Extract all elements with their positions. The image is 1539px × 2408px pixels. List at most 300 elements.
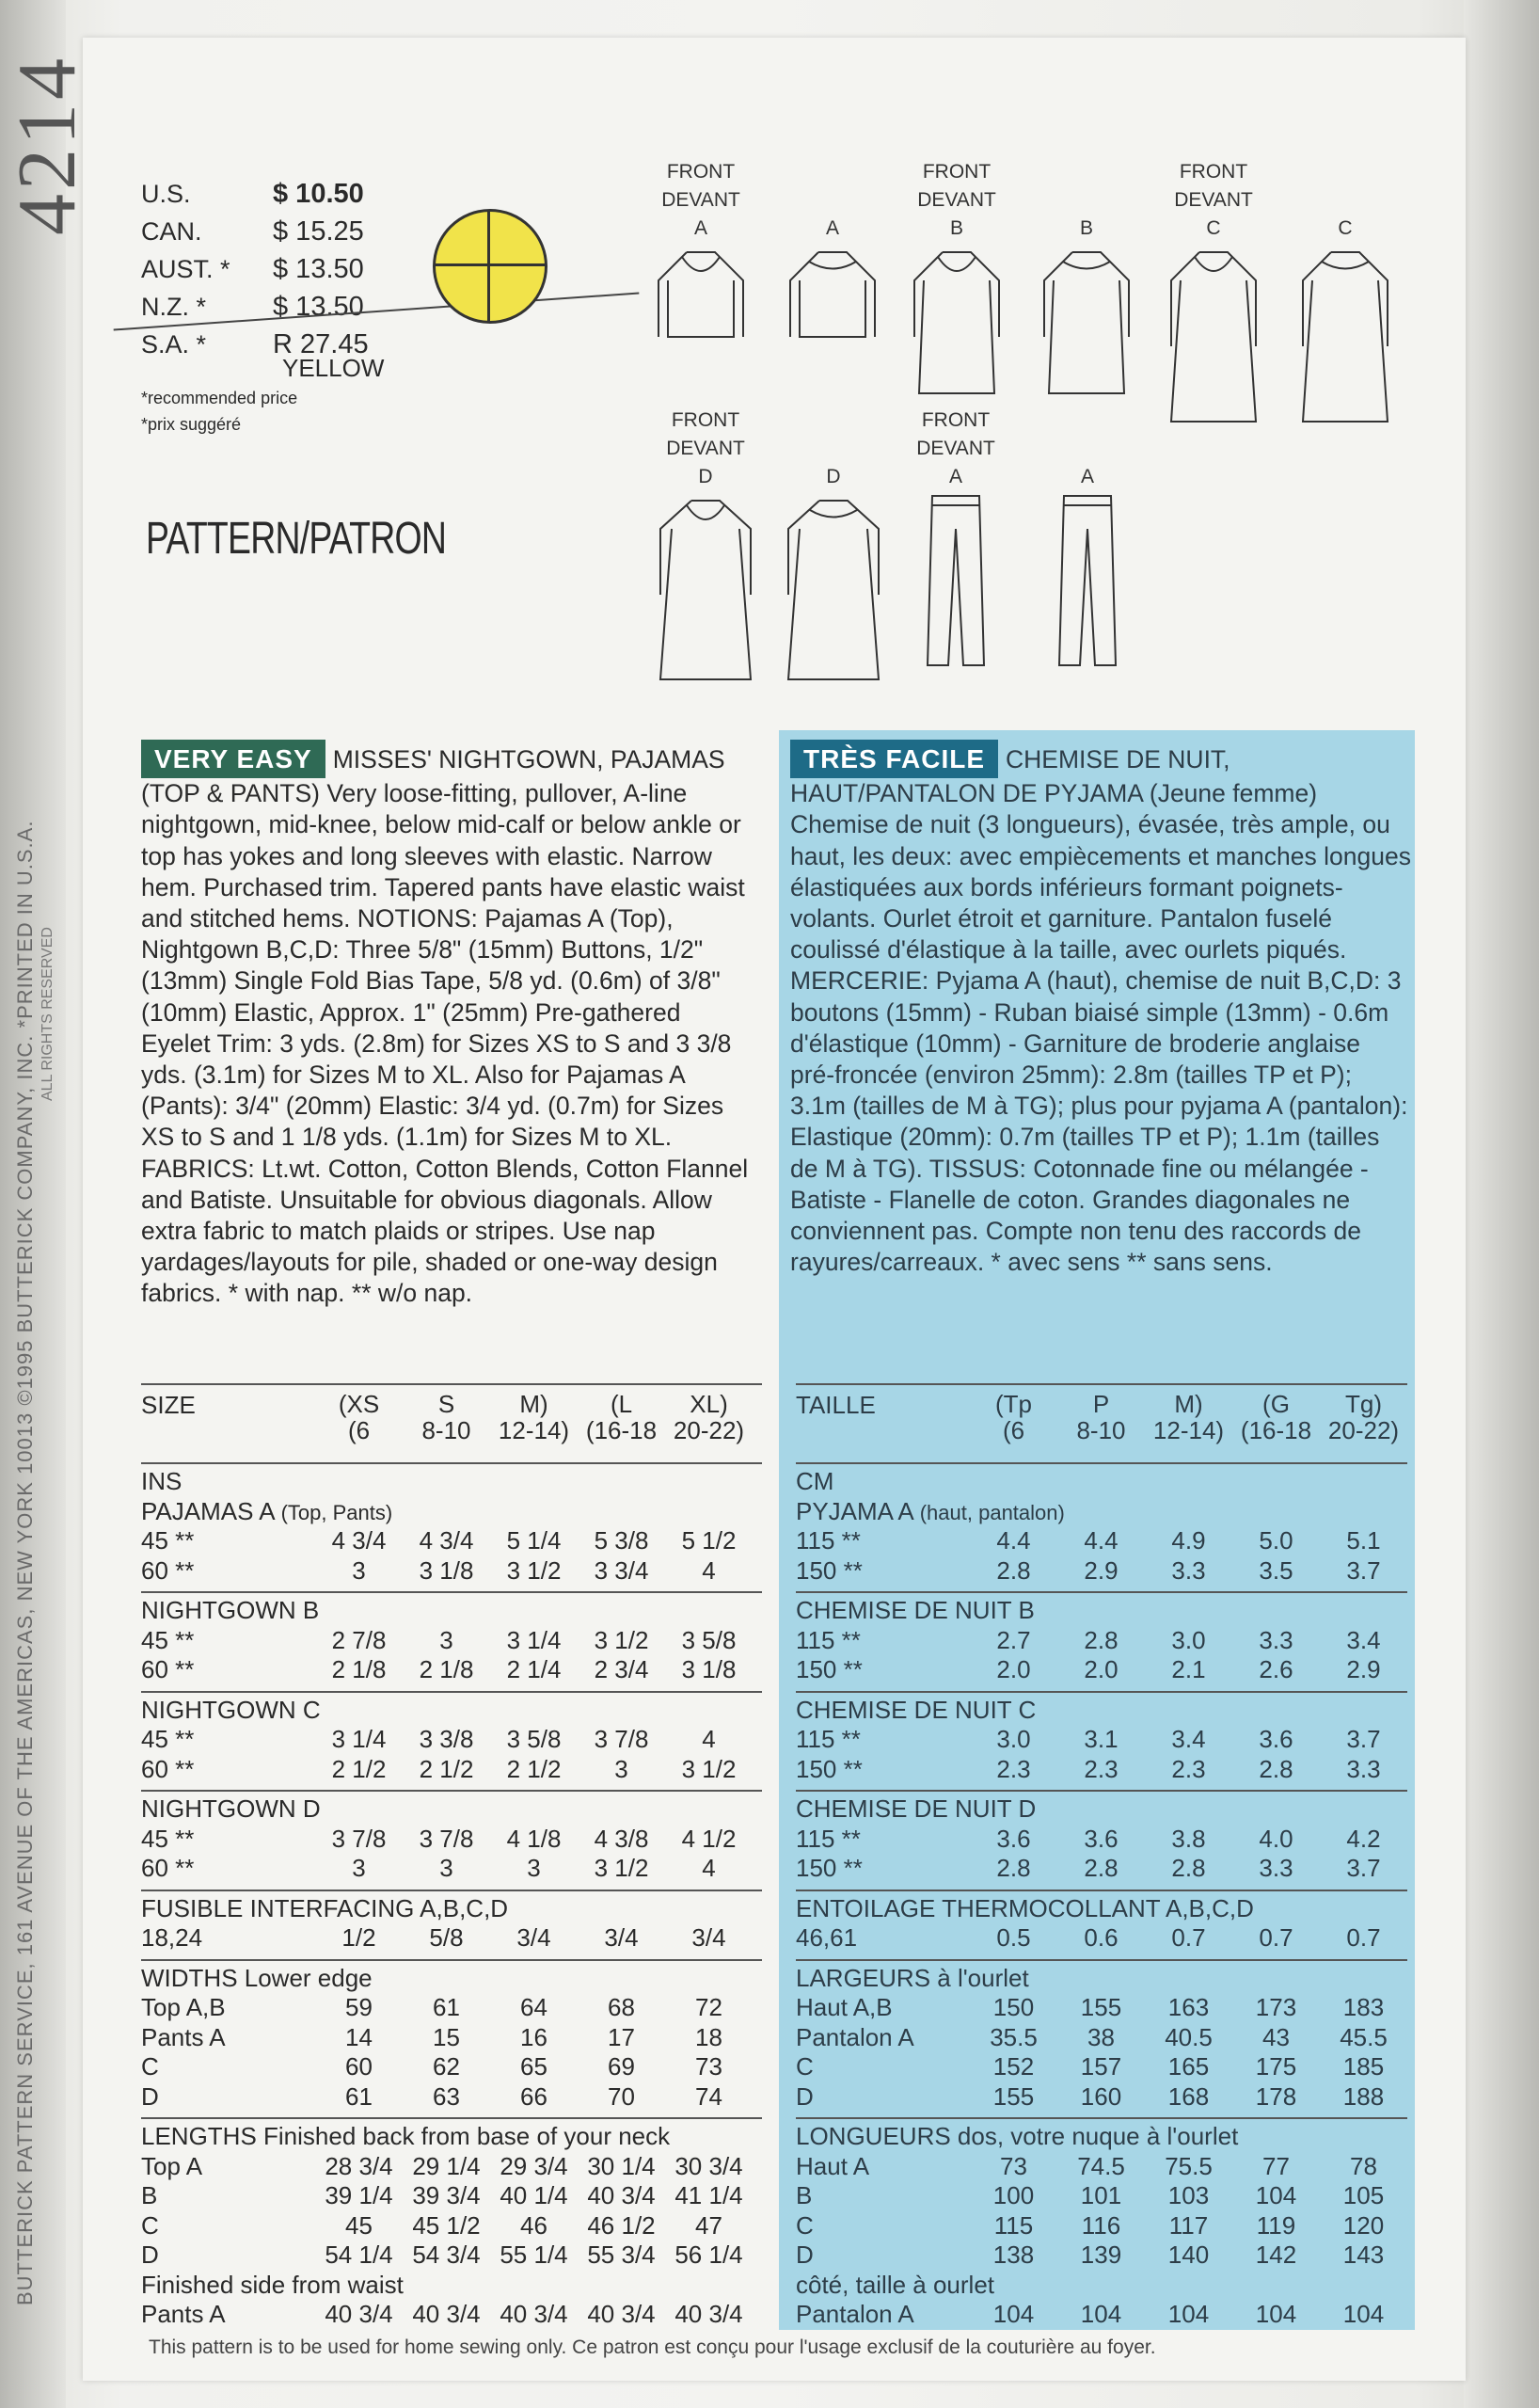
value-cell: 104 [992, 2300, 1035, 2329]
row-label: 60 ** [141, 1655, 195, 1684]
value-cell: 0.7 [1171, 1923, 1206, 1953]
section-title [141, 1894, 762, 1923]
row-label: Pants A [141, 2022, 226, 2051]
section-name: LONGUEURS dos, votre nuque à l'ourlet [796, 2122, 1239, 2151]
value-cell: 3 3/8 [419, 1725, 474, 1754]
value-cell: 3/4 [691, 1923, 726, 1953]
unit-label: INS [141, 1467, 182, 1496]
table-row [796, 1825, 1407, 1855]
value-cell: 40 3/4 [587, 2181, 656, 2210]
value-cell: 100 [992, 2181, 1035, 2210]
value-cell: 2 1/2 [331, 1754, 387, 1783]
price-row [141, 213, 384, 250]
value-cell: 4.4 [1084, 1526, 1119, 1555]
price-value: $ 10.50 [273, 178, 364, 209]
value-cell: 0.7 [1259, 1923, 1293, 1953]
table-row [796, 1923, 1407, 1954]
row-label: Pantalon A [796, 2300, 914, 2329]
section-title-row [141, 1790, 762, 1825]
value-cell: 2.3 [1084, 1754, 1119, 1783]
size-number: 12-14) [1152, 1416, 1225, 1444]
view-label: DEVANT [917, 189, 996, 211]
row-label: Finished side from waist [141, 2270, 404, 2299]
value-cell: 143 [1342, 2241, 1385, 2270]
table-row [796, 2181, 1407, 2211]
size-header-cell [1145, 1391, 1232, 1443]
row-label: Haut A,B [796, 1993, 893, 2022]
view-label: DEVANT [916, 438, 995, 459]
row-label: 45 ** [141, 1526, 195, 1555]
view-label: DEVANT [661, 189, 740, 211]
pants-front-icon [909, 491, 1003, 670]
value-cell: 3.7 [1346, 1725, 1381, 1754]
table-row [796, 1556, 1407, 1587]
table-row [796, 2300, 1407, 2330]
home-sewing-footer: This pattern is to be used for home sewing only. Ce patron est conçu pour l'usage exclusif de la couturière au foyer. [149, 2336, 1156, 2358]
value-cell: 29 3/4 [500, 2151, 568, 2180]
value-cell: 2 1/8 [331, 1655, 387, 1684]
section-title-row [141, 1890, 762, 1924]
table-row [141, 2211, 762, 2241]
value-cell: 4 3/4 [419, 1526, 474, 1555]
value-cell: 55 1/4 [500, 2241, 568, 2270]
row-label: D [141, 2241, 159, 2270]
value-cell: 15 [433, 2022, 460, 2051]
section-name: LENGTHS Finished back from base of your neck [141, 2122, 671, 2151]
price-country: N.Z. * [141, 292, 207, 321]
value-cell: 4 1/8 [506, 1824, 562, 1853]
view-pants-back [1040, 463, 1134, 670]
row-label: C [796, 2052, 814, 2081]
value-cell: 139 [1080, 2241, 1122, 2270]
value-cell: 3.3 [1171, 1555, 1206, 1585]
value-cell: 3.8 [1171, 1824, 1206, 1853]
value-cell: 55 3/4 [587, 2241, 656, 2270]
section-title [141, 1964, 762, 1993]
size-code: XL) [690, 1390, 728, 1418]
size-code: (Tp [995, 1390, 1032, 1418]
section-name: NIGHTGOWN B [141, 1596, 320, 1625]
value-cell: 4 [702, 1555, 716, 1585]
value-cell: 77 [1262, 2151, 1290, 2180]
value-cell: 3.4 [1171, 1725, 1206, 1754]
section-title [141, 1497, 762, 1526]
value-cell: 103 [1167, 2181, 1210, 2210]
envelope-right-edge [1464, 0, 1539, 2408]
prix-suggere-note: *prix suggéré [141, 415, 242, 434]
value-cell: 140 [1167, 2241, 1210, 2270]
value-cell: 3 [527, 1854, 541, 1883]
value-cell: 163 [1167, 1993, 1210, 2022]
value-cell: 3.6 [1084, 1824, 1119, 1853]
section-title [141, 1596, 762, 1625]
unit-row [141, 1462, 762, 1497]
row-label: Top A [141, 2151, 203, 2180]
table-row [141, 1655, 762, 1685]
table-row [796, 1993, 1407, 2023]
size-number: 20-22) [1327, 1416, 1400, 1444]
row-label: 60 ** [141, 1854, 195, 1883]
table-row [141, 1626, 762, 1656]
table-row [796, 1854, 1407, 1884]
description-french [790, 740, 1411, 1278]
row-label: B [796, 2181, 813, 2210]
row-label: 45 ** [141, 1725, 195, 1754]
section-name: PYJAMA A [796, 1496, 914, 1525]
value-cell: 3 3/4 [594, 1555, 649, 1585]
value-cell: 160 [1080, 2081, 1122, 2111]
view-label: FRONT [671, 409, 740, 431]
pajama-top-back-icon [781, 243, 884, 346]
value-cell: 2.7 [996, 1625, 1031, 1654]
row-label: 150 ** [796, 1754, 863, 1783]
row-label: 60 ** [141, 1754, 195, 1783]
section-name: CHEMISE DE NUIT D [796, 1794, 1037, 1824]
value-cell: 105 [1342, 2181, 1385, 2210]
value-cell: 183 [1342, 1993, 1385, 2022]
row-label: D [141, 2081, 159, 2111]
value-cell: 14 [345, 2022, 373, 2051]
value-cell: 185 [1342, 2052, 1385, 2081]
view-label: C [1338, 217, 1353, 239]
value-cell: 168 [1167, 2081, 1210, 2111]
value-cell: 5 1/2 [681, 1526, 737, 1555]
size-number: 20-22) [673, 1416, 745, 1444]
table-row [141, 2023, 762, 2053]
value-cell: 2.8 [1171, 1854, 1206, 1883]
value-cell: 64 [520, 1993, 547, 2022]
table-row [141, 1923, 762, 1954]
size-code: (L [610, 1390, 633, 1418]
value-cell: 2 3/4 [594, 1655, 649, 1684]
table-row [796, 1626, 1407, 1656]
value-cell: 4 3/4 [331, 1526, 387, 1555]
value-cell: 3 5/8 [681, 1625, 737, 1654]
section-title [796, 1696, 1407, 1725]
view-label: C [1206, 217, 1221, 239]
value-cell: 3 [352, 1555, 366, 1585]
value-cell: 3 1/4 [506, 1625, 562, 1654]
value-cell: 3 5/8 [506, 1725, 562, 1754]
pattern-title: PATTERN/PATRON [146, 514, 447, 564]
value-cell: 45.5 [1340, 2022, 1388, 2051]
value-cell: 61 [433, 1993, 460, 2022]
value-cell: 3 1/2 [506, 1555, 562, 1585]
value-cell: 46 1/2 [587, 2210, 656, 2240]
value-cell: 43 [1262, 2022, 1290, 2051]
size-header-cell [315, 1391, 403, 1443]
value-cell: 3.0 [996, 1725, 1031, 1754]
price-row [141, 250, 384, 288]
value-cell: 2.1 [1171, 1655, 1206, 1684]
value-cell: 117 [1168, 2210, 1209, 2240]
value-cell: 40 3/4 [587, 2300, 656, 2329]
size-number: 8-10 [421, 1416, 471, 1444]
view-label: DEVANT [1174, 189, 1253, 211]
value-cell: 62 [433, 2052, 460, 2081]
nightgown-b-front-icon [905, 243, 1008, 403]
value-cell: 150 [992, 1993, 1035, 2022]
value-cell: 3 [439, 1854, 453, 1883]
value-cell: 63 [433, 2081, 460, 2111]
nightgown-d-front-icon [649, 491, 762, 689]
value-cell: 3.3 [1346, 1754, 1381, 1783]
value-cell: 155 [1080, 1993, 1122, 2022]
price-list [141, 175, 384, 436]
size-number: (6 [347, 1416, 371, 1444]
value-cell: 59 [345, 1993, 373, 2022]
table-row [796, 1755, 1407, 1785]
value-cell: 3 [614, 1754, 628, 1783]
yardage-table-french [796, 1383, 1407, 2330]
value-cell: 101 [1080, 2181, 1122, 2210]
value-cell: 2.9 [1346, 1655, 1381, 1684]
description-text: CHEMISE DE NUIT, HAUT/PANTALON DE PYJAMA (Jeune femme) Chemise de nuit (3 longueurs), évasée, très ample, ou haut, les deux: avec empiècements et manches longues élastiquées aux bords inférieurs formant poignets-volants. Ourlet étroit et garniture. Pantalon fuselé coulissé d'élastique à la taille, avec ourlets piqués. MERCERIE: Pyjama A (haut), chemise de nuit B,C,D: 3 boutons (15mm) - Ruban biaisé simple (13mm) - 0.6m d'élastique (10mm) - Garniture de broderie anglaise pré-froncée (environ 25mm): 2.8m (tailles TP et P); 3.1m (tailles de M à TG); plus pour pyjama A (pantalon): Elastique (20mm): 0.7m (tailles TP et P); 1.1m (tailles de M à TG). TISSUS: Cotonnade fine ou mélangée - Batiste - Flanelle de coton. Grandes diagonales ne conviennent pas. Compte non tenu des raccords de rayures/carreaux. * avec sens ** sans sens. [790, 745, 1411, 1277]
table-row [796, 2271, 1407, 2301]
section-name: WIDTHS Lower edge [141, 1963, 373, 1992]
section-title-row [796, 1790, 1407, 1825]
size-header-cell [1232, 1391, 1320, 1443]
value-cell: 38 [1087, 2022, 1115, 2051]
value-cell: 2.0 [996, 1655, 1031, 1684]
table-row [141, 2241, 762, 2271]
value-cell: 173 [1255, 1993, 1297, 2022]
nightgown-c-back-icon [1293, 243, 1397, 431]
value-cell: 116 [1081, 2210, 1121, 2240]
price-country: CAN. [141, 216, 202, 246]
row-label: 60 ** [141, 1555, 195, 1585]
pants-back-icon [1040, 491, 1134, 670]
value-cell: 4 [702, 1854, 716, 1883]
view-pants-front [909, 407, 1003, 670]
price-value: $ 15.25 [273, 215, 364, 247]
section-title-row [796, 1691, 1407, 1726]
value-cell: 120 [1342, 2210, 1385, 2240]
section-subtitle: (Top, Pants) [280, 1500, 393, 1524]
value-cell: 2.3 [996, 1754, 1031, 1783]
value-cell: 65 [520, 2052, 547, 2081]
section-title [796, 1596, 1407, 1625]
table-row [141, 1755, 762, 1785]
section-name: PAJAMAS A [141, 1496, 276, 1525]
value-cell: 155 [992, 2081, 1035, 2111]
value-cell: 4.0 [1259, 1824, 1293, 1853]
price-country: S.A. * [141, 329, 207, 359]
row-label: C [141, 2210, 159, 2240]
size-code: (XS [338, 1390, 380, 1418]
view-label: A [1080, 466, 1094, 487]
size-header-cell [1320, 1391, 1407, 1443]
value-cell: 119 [1256, 2210, 1296, 2240]
value-cell: 3 1/2 [681, 1754, 737, 1783]
value-cell: 69 [608, 2052, 635, 2081]
size-header-row [141, 1383, 762, 1457]
very-easy-badge: VERY EASY [141, 740, 325, 778]
value-cell: 2.0 [1084, 1655, 1119, 1684]
view-b-front [905, 158, 1008, 403]
value-cell: 3 7/8 [419, 1824, 474, 1853]
view-label: D [826, 466, 841, 487]
value-cell: 40.5 [1165, 2022, 1213, 2051]
view-label: FRONT [921, 409, 991, 431]
row-label: 115 ** [796, 1625, 861, 1654]
size-header-cell [403, 1391, 490, 1443]
section-name: NIGHTGOWN D [141, 1794, 321, 1824]
value-cell: 104 [1255, 2181, 1297, 2210]
value-cell: 5 1/4 [506, 1526, 562, 1555]
value-cell: 2.3 [1171, 1754, 1206, 1783]
size-header-cell [578, 1391, 665, 1443]
size-code: M) [519, 1390, 548, 1418]
row-label: Haut A [796, 2151, 870, 2180]
view-label: DEVANT [666, 438, 745, 459]
price-country: AUST. * [141, 254, 230, 283]
section-title [796, 1794, 1407, 1824]
table-row [141, 1993, 762, 2023]
size-header-cell [665, 1391, 753, 1443]
value-cell: 0.5 [996, 1923, 1031, 1953]
section-name: LARGEURS à l'ourlet [796, 1963, 1029, 1992]
value-cell: 46 [520, 2210, 547, 2240]
value-cell: 3.6 [996, 1824, 1031, 1853]
value-cell: 2.8 [1084, 1625, 1119, 1654]
section-name: ENTOILAGE THERMOCOLLANT A,B,C,D [796, 1893, 1254, 1922]
value-cell: 104 [1342, 2300, 1385, 2329]
section-title [796, 1964, 1407, 1993]
table-row [141, 2181, 762, 2211]
value-cell: 4 1/2 [681, 1824, 737, 1853]
value-cell: 138 [992, 2241, 1035, 2270]
row-label: 150 ** [796, 1555, 863, 1585]
value-cell: 142 [1255, 2241, 1297, 2270]
row-label: Pants A [141, 2300, 226, 2329]
yellow-crosshair-icon [433, 209, 547, 324]
section-name: FUSIBLE INTERFACING A,B,C,D [141, 1893, 509, 1922]
price-color-yellow: YELLOW [282, 354, 385, 382]
value-cell: 40 3/4 [674, 2300, 743, 2329]
price-value: $ 13.50 [273, 253, 364, 284]
value-cell: 4 [702, 1725, 716, 1754]
yardage-table-english [141, 1383, 762, 2330]
price-country: U.S. [141, 179, 191, 208]
row-label: 46,61 [796, 1923, 858, 1953]
value-cell: 41 1/4 [674, 2181, 743, 2210]
value-cell: 2.8 [996, 1854, 1031, 1883]
size-number: 12-14) [498, 1416, 570, 1444]
value-cell: 17 [608, 2022, 635, 2051]
section-title-row [141, 1691, 762, 1726]
size-header-cell [970, 1391, 1057, 1443]
value-cell: 104 [1167, 2300, 1210, 2329]
section-title [141, 1696, 762, 1725]
table-row [141, 2271, 762, 2301]
value-cell: 74.5 [1077, 2151, 1125, 2180]
value-cell: 70 [608, 2081, 635, 2111]
value-cell: 40 3/4 [500, 2300, 568, 2329]
value-cell: 188 [1342, 2081, 1385, 2111]
row-label: 45 ** [141, 1824, 195, 1853]
section-title [796, 2122, 1407, 2151]
value-cell: 3.7 [1346, 1555, 1381, 1585]
section-name: NIGHTGOWN C [141, 1695, 321, 1724]
table-row [141, 1556, 762, 1587]
value-cell: 56 1/4 [674, 2241, 743, 2270]
table-row [796, 2052, 1407, 2082]
view-label: A [825, 217, 839, 239]
value-cell: 3.3 [1259, 1625, 1293, 1654]
value-cell: 5 3/8 [594, 1526, 649, 1555]
section-name: CHEMISE DE NUIT C [796, 1695, 1037, 1724]
row-label: côté, taille à ourlet [796, 2270, 995, 2299]
row-label: 18,24 [141, 1923, 203, 1953]
value-cell: 2.8 [1084, 1854, 1119, 1883]
nightgown-b-back-icon [1035, 243, 1138, 403]
table-row [796, 2082, 1407, 2113]
price-value: R 27.45 [273, 328, 369, 359]
size-code: S [437, 1390, 455, 1418]
value-cell: 75.5 [1165, 2151, 1213, 2180]
value-cell: 54 1/4 [325, 2241, 393, 2270]
value-cell: 3.3 [1259, 1854, 1293, 1883]
value-cell: 3/4 [604, 1923, 639, 1953]
value-cell: 4.9 [1171, 1526, 1206, 1555]
value-cell: 3 [352, 1854, 366, 1883]
value-cell: 3 1/8 [681, 1655, 737, 1684]
unit-label: CM [796, 1467, 834, 1496]
row-label: C [141, 2052, 159, 2081]
section-title [141, 2122, 762, 2151]
value-cell: 115 [993, 2210, 1034, 2240]
value-cell: 40 1/4 [500, 2181, 568, 2210]
table-row [796, 1526, 1407, 1556]
table-row [141, 2052, 762, 2082]
row-label: Pantalon A [796, 2022, 914, 2051]
tres-facile-badge: TRÈS FACILE [790, 740, 998, 778]
value-cell: 72 [695, 1993, 722, 2022]
value-cell: 66 [520, 2081, 547, 2111]
value-cell: 5.1 [1346, 1526, 1381, 1555]
value-cell: 3 7/8 [331, 1824, 387, 1853]
section-title [141, 1794, 762, 1824]
row-label: Top A,B [141, 1993, 226, 2022]
table-row [141, 1526, 762, 1556]
value-cell: 40 3/4 [412, 2300, 481, 2329]
row-label: D [796, 2081, 814, 2111]
value-cell: 152 [992, 2052, 1035, 2081]
size-header-row [796, 1383, 1407, 1457]
recommended-price-note: *recommended price [141, 389, 298, 407]
value-cell: 2.6 [1259, 1655, 1293, 1684]
row-label: C [796, 2210, 814, 2240]
value-cell: 3.6 [1259, 1725, 1293, 1754]
size-number: (16-18 [585, 1416, 658, 1444]
view-label: FRONT [1179, 161, 1248, 183]
table-row [796, 2241, 1407, 2271]
value-cell: 3 [439, 1625, 453, 1654]
rights-side-text: ALL RIGHTS RESERVED [40, 927, 56, 1101]
section-title-row [141, 1497, 762, 1527]
value-cell: 60 [345, 2052, 373, 2081]
value-cell: 18 [695, 2022, 722, 2051]
size-code: Tg) [1345, 1390, 1382, 1418]
value-cell: 28 3/4 [325, 2151, 393, 2180]
value-cell: 3 1/2 [594, 1854, 649, 1883]
value-cell: 5.0 [1259, 1526, 1293, 1555]
section-title-row [141, 1591, 762, 1626]
value-cell: 78 [1350, 2151, 1377, 2180]
row-label: B [141, 2181, 158, 2210]
description-text: MISSES' NIGHTGOWN, PAJAMAS (TOP & PANTS) Very loose-fitting, pullover, A-line nightgown, mid-knee, below mid-calf or below ankle or top has yokes and long sleeves with elastic. Narrow hem. Purchased trim. Tapered pants have elastic waist and stitched hems. NOTIONS: Pajamas A (Top), Nightgown B,C,D: Three 5/8" (15mm) Buttons, 1/2" (13mm) Single Fold Bias Tape, 5/8 yd. (0.6m) of 3/8" (10mm) Elastic, Approx. 1" (25mm) Pre-gathered Eyelet Trim: 3 yds. (2.8m) for Sizes XS to S and 3 3/8 yds. (3.1m) for Sizes M to XL. Also for Pajamas A (Pants): 3/4" (20mm) Elastic: 3/4 yd. (0.7m) for Sizes XS to S and 1 1/8 yds. (1.1m) for Sizes M to XL. FABRICS: Lt.wt. Cotton, Cotton Blends, Cotton Flannel and Batiste. Unsuitable for obvious diagonals. Allow extra fabric to match plaids or stripes. Use nap yardages/layouts for pile, shaded or one-way design fabrics. * with nap. ** w/o nap. [141, 745, 749, 1308]
